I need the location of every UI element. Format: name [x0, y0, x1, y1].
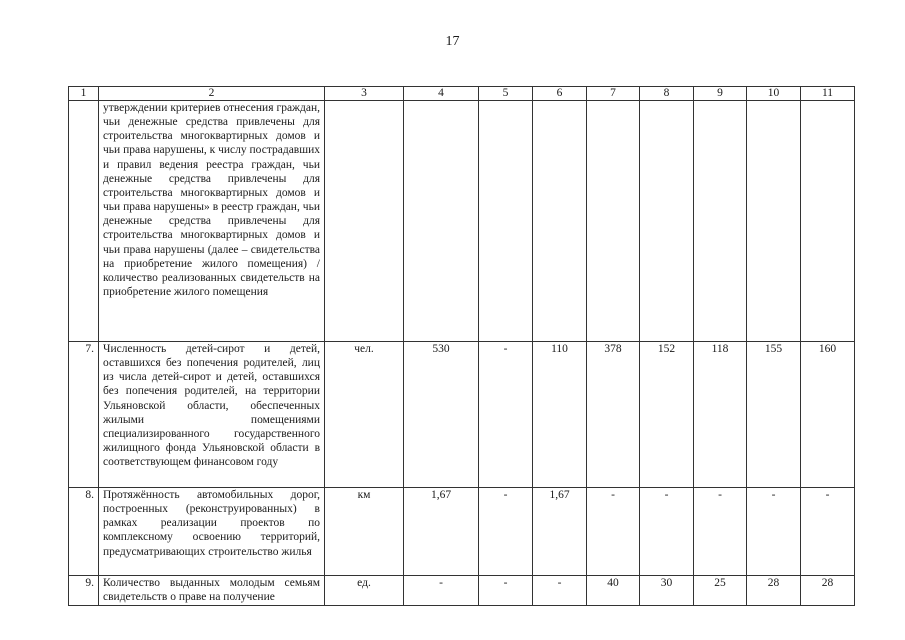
cell-value: -	[479, 342, 533, 488]
column-header: 8	[640, 87, 694, 101]
cell-value	[694, 101, 747, 342]
cell-value	[404, 101, 479, 342]
row-unit: км	[325, 488, 404, 576]
cell-value: -	[694, 488, 747, 576]
row-description: утверждении критериев отнесения граждан, чьи денежные средства привлечены для строительства многоквартирных домов и чьи права нарушены, к числу пострадавших и правил ведения реестра граждан, чьи денежные средства привлечены для строительства многоквартирных домов и чьи права нарушены» в реестр граждан, чьи денежные средства привлечены для строительства многоквартирных домов и чьи права нарушены (далее – свидетельства на приобретение жилого помещения) / количество реализованных свидетельств на приобретение жилого помещения	[99, 101, 325, 342]
cell-value	[640, 101, 694, 342]
cell-value: 118	[694, 342, 747, 488]
cell-value: 530	[404, 342, 479, 488]
cell-value	[801, 101, 855, 342]
row-number: 7.	[69, 342, 99, 488]
table-row	[69, 576, 855, 606]
row-description: Численность детей-сирот и детей, оставшихся без попечения родителей, лиц из числа детей-сирот и детей, оставшихся без попечения родителей, на территории Ульяновской области, обеспеченных жилыми помещениями специализированного государственного жилищного фонда Ульяновской области в соответствующем финансовом году	[99, 342, 325, 488]
cell-value	[747, 101, 801, 342]
table-row	[69, 488, 855, 576]
cell-value: -	[801, 488, 855, 576]
page-number: 17	[445, 34, 460, 49]
cell-value: 30	[640, 576, 694, 606]
row-unit	[325, 101, 404, 342]
cell-value: -	[479, 488, 533, 576]
column-header: 5	[479, 87, 533, 101]
cell-value: 110	[533, 342, 587, 488]
cell-value: 1,67	[533, 488, 587, 576]
row-number: 8.	[69, 488, 99, 576]
indicator-table	[68, 86, 855, 606]
cell-value	[533, 101, 587, 342]
column-header: 2	[99, 87, 325, 101]
row-unit: чел.	[325, 342, 404, 488]
column-header: 1	[69, 87, 99, 101]
column-header: 7	[587, 87, 640, 101]
column-header: 11	[801, 87, 855, 101]
cell-value: 25	[694, 576, 747, 606]
column-header: 9	[694, 87, 747, 101]
cell-value: -	[479, 576, 533, 606]
cell-value: 152	[640, 342, 694, 488]
row-number: 9.	[69, 576, 99, 606]
column-header: 6	[533, 87, 587, 101]
cell-value: 28	[801, 576, 855, 606]
cell-value: 160	[801, 342, 855, 488]
cell-value: 155	[747, 342, 801, 488]
table-row	[69, 342, 855, 488]
row-description: Количество выданных молодым семьям свидетельств о праве на получение	[99, 576, 325, 606]
cell-value: -	[747, 488, 801, 576]
cell-value: -	[587, 488, 640, 576]
cell-value	[479, 101, 533, 342]
cell-value	[587, 101, 640, 342]
cell-value: -	[533, 576, 587, 606]
row-number	[69, 101, 99, 342]
table-row	[69, 101, 855, 342]
cell-value: 40	[587, 576, 640, 606]
cell-value: 378	[587, 342, 640, 488]
column-header: 10	[747, 87, 801, 101]
cell-value: -	[404, 576, 479, 606]
column-header: 4	[404, 87, 479, 101]
table-header-row	[69, 87, 855, 101]
row-description: Протяжённость автомобильных дорог, построенных (реконструированных) в рамках реализации проектов по комплексному освоению территорий, предусматривающих строительство жилья	[99, 488, 325, 576]
row-unit: ед.	[325, 576, 404, 606]
column-header: 3	[325, 87, 404, 101]
cell-value: 28	[747, 576, 801, 606]
cell-value: 1,67	[404, 488, 479, 576]
cell-value: -	[640, 488, 694, 576]
